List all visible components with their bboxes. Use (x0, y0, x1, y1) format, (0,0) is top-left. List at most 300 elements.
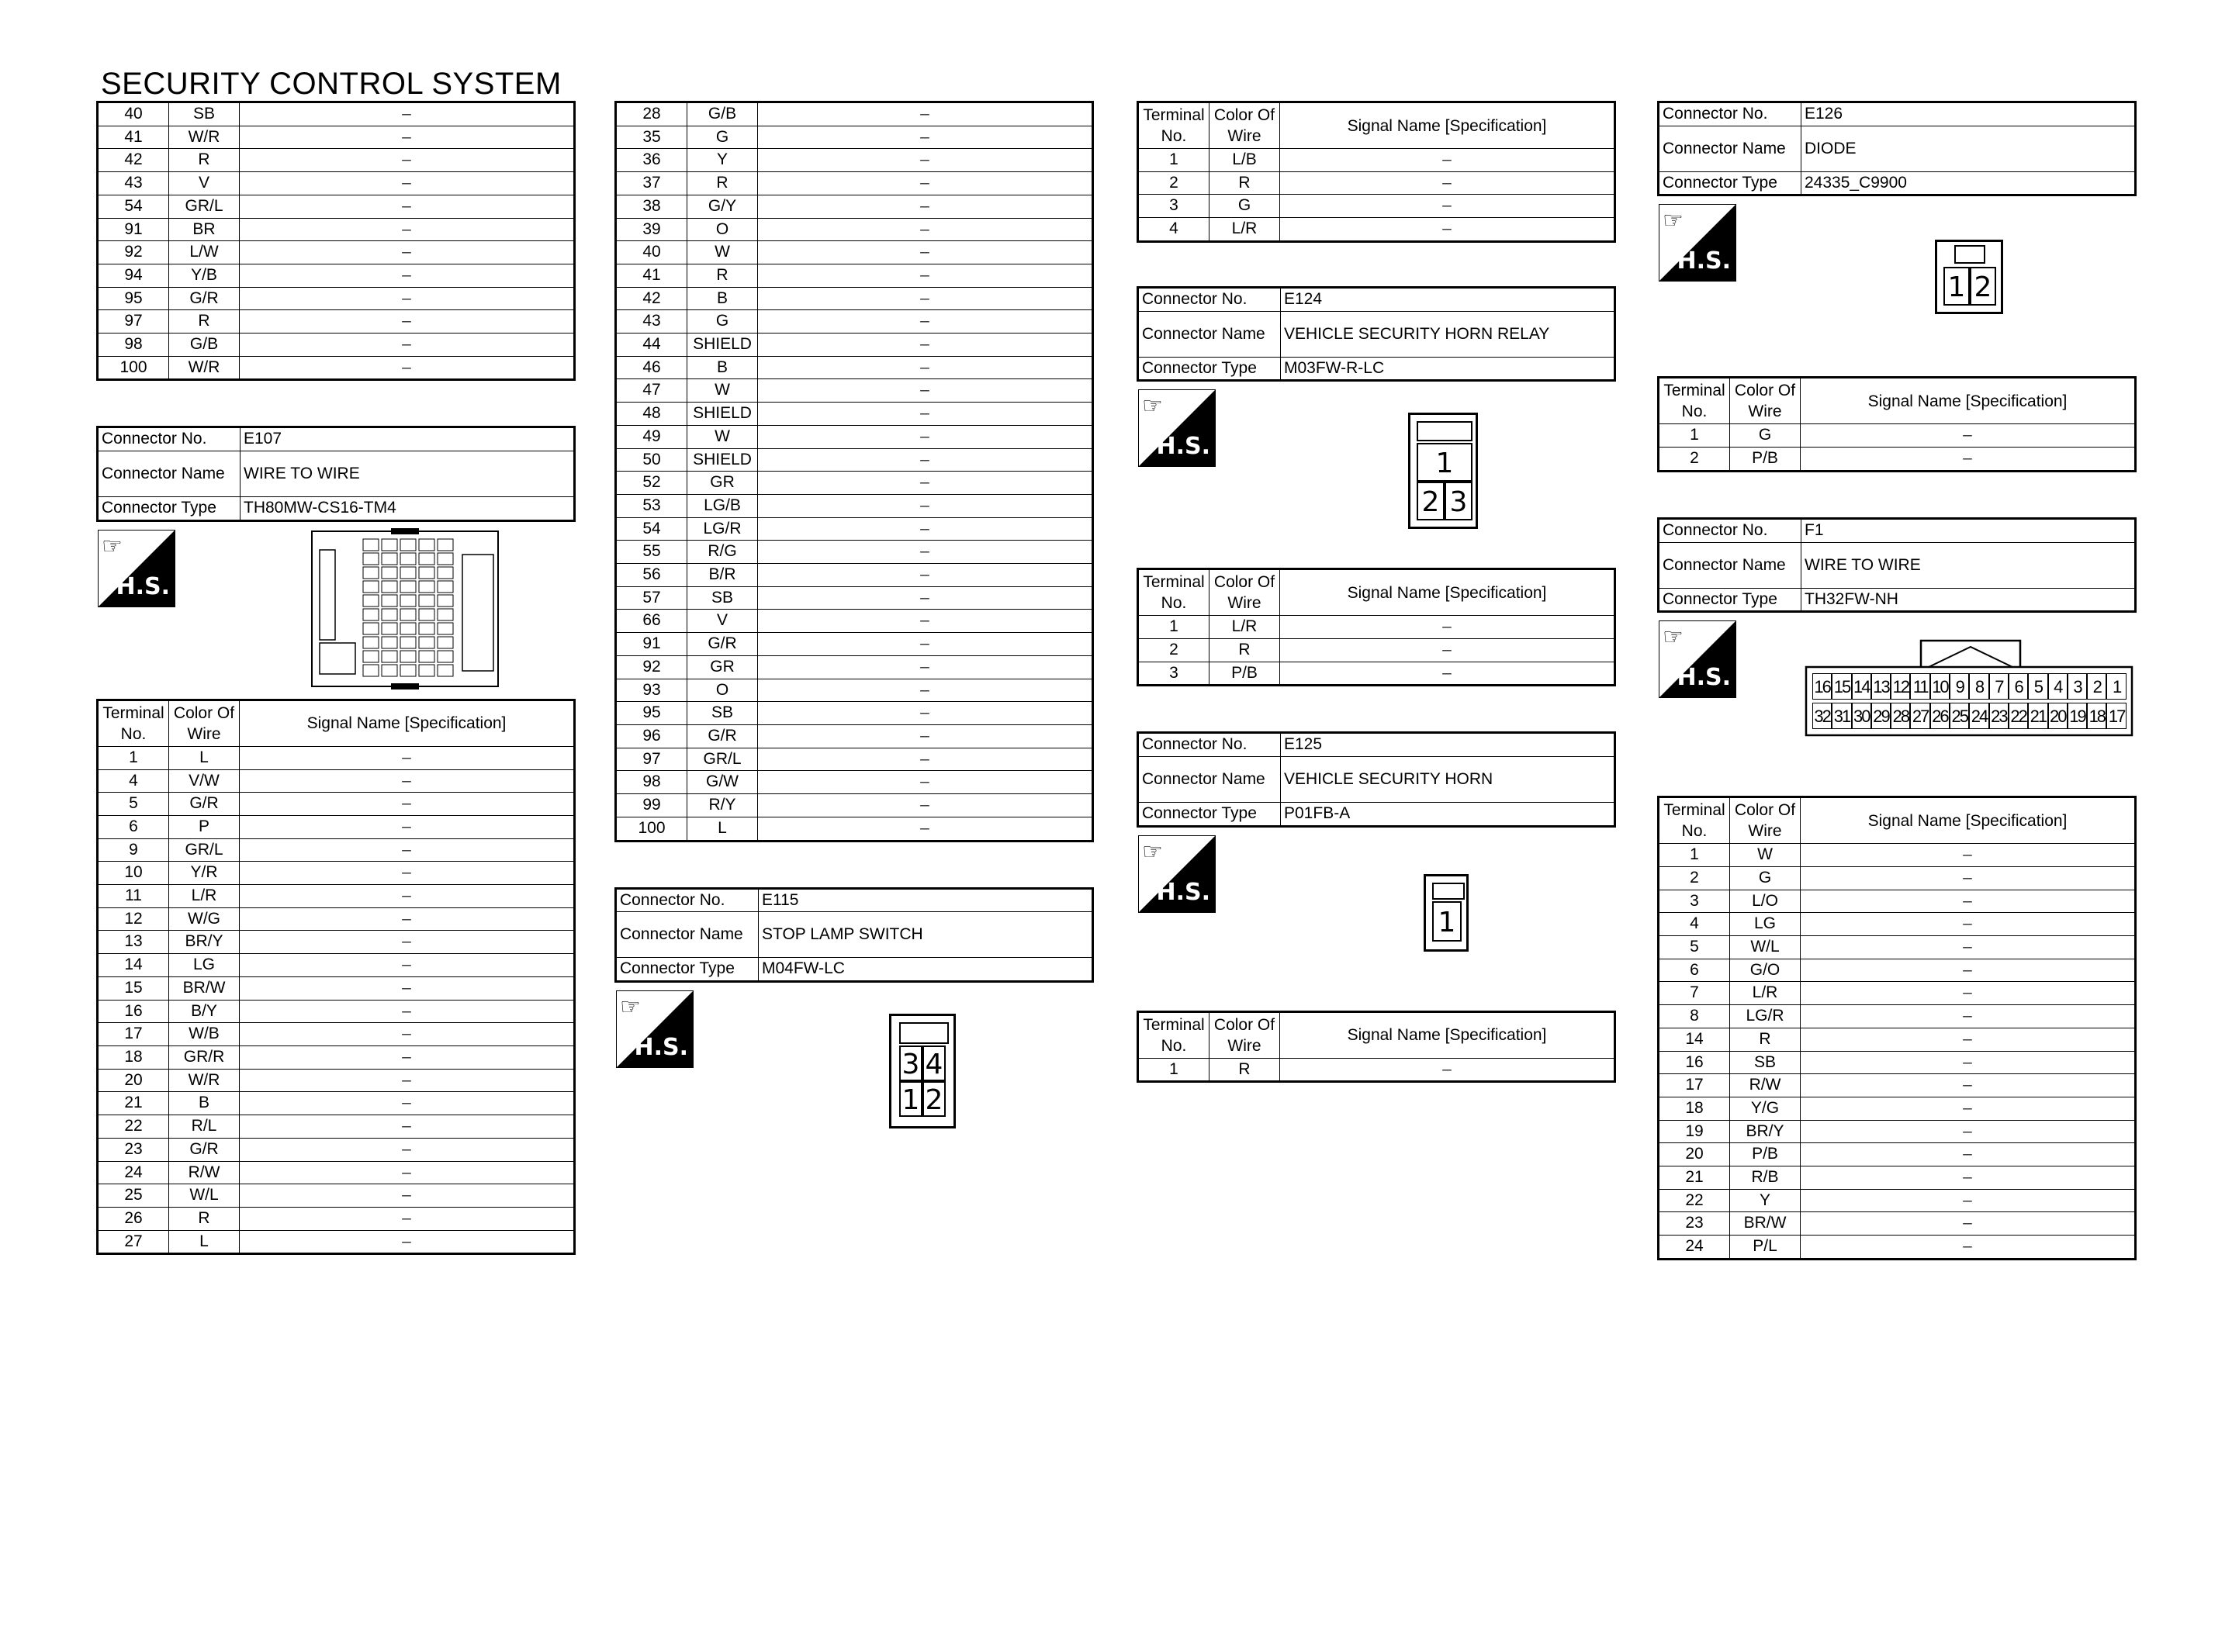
terminal-no-cell: 54 (616, 517, 687, 541)
table-row (616, 425, 1093, 448)
table-row (1138, 616, 1615, 639)
terminal-no-cell: 50 (616, 448, 687, 472)
wire-color-cell: R (169, 310, 240, 334)
table-row (98, 931, 575, 954)
wire-color-cell: LG/R (687, 517, 758, 541)
wire-color-header: Color Of Wire (1730, 378, 1801, 424)
table-row (1659, 1074, 2136, 1097)
signal-name-cell: – (758, 126, 1093, 149)
terminal-no-cell: 25 (98, 1184, 169, 1208)
terminal-no-cell: 16 (98, 1000, 169, 1023)
table-row (1659, 1212, 2136, 1236)
signal-name-cell: – (758, 771, 1093, 794)
signal-name-cell: – (240, 769, 575, 793)
pin-2: 2 (922, 1081, 946, 1117)
pin-cell: 24 (1969, 703, 1988, 729)
wire-color-cell: B/R (687, 564, 758, 587)
terminal-no-cell: 17 (98, 1023, 169, 1046)
terminal-no-cell: 18 (1659, 1097, 1730, 1120)
wire-color-cell: R (1209, 638, 1280, 662)
table-row (616, 149, 1093, 172)
table-row (616, 241, 1093, 264)
terminal-table-f1 (1657, 796, 2137, 1260)
terminal-no-cell: 27 (98, 1230, 169, 1254)
signal-name-cell: – (758, 633, 1093, 656)
wire-color-cell: L/W (169, 241, 240, 264)
terminal-no-cell: 3 (1659, 890, 1730, 913)
terminal-no-cell: 46 (616, 356, 687, 379)
table-row (616, 517, 1093, 541)
table-row (616, 771, 1093, 794)
signal-name-cell: – (1801, 936, 2136, 959)
table-row (1659, 959, 2136, 982)
terminal-no-cell: 48 (616, 403, 687, 426)
terminal-no-cell: 55 (616, 541, 687, 564)
signal-name-header: Signal Name [Specification] (1801, 797, 2136, 844)
page-title: SECURITY CONTROL SYSTEM (101, 67, 562, 101)
pin-cell: 7 (1989, 673, 2009, 700)
signal-name-header: Signal Name [Specification] (1280, 569, 1615, 616)
column-4 (1657, 101, 2137, 1260)
terminal-no-cell: 4 (1138, 218, 1209, 242)
table-row (616, 655, 1093, 679)
signal-name-cell: – (240, 126, 575, 149)
terminal-table-e125 (1137, 1011, 1616, 1083)
terminal-no-cell: 15 (98, 976, 169, 1000)
signal-name-cell: – (1801, 1166, 2136, 1190)
pin-1: 1 (1432, 901, 1462, 942)
wire-color-cell: V (687, 610, 758, 633)
signal-name-cell: – (240, 746, 575, 769)
wire-color-cell: R (169, 149, 240, 172)
table-row (1659, 982, 2136, 1005)
terminal-no-cell: 47 (616, 379, 687, 403)
terminal-no-header: Terminal No. (1138, 102, 1209, 149)
terminal-no-cell: 52 (616, 472, 687, 495)
column-2 (614, 101, 1094, 1138)
wire-color-cell: G (687, 126, 758, 149)
terminal-no-cell: 37 (616, 172, 687, 195)
table-row (98, 1161, 575, 1184)
wire-color-cell: SB (687, 702, 758, 725)
connector-name-value: VEHICLE SECURITY HORN RELAY (1281, 311, 1615, 357)
terminal-no-cell: 1 (98, 746, 169, 769)
terminal-no-cell: 2 (1138, 638, 1209, 662)
terminal-no-cell: 2 (1659, 448, 1730, 472)
wire-color-cell: BR/W (1730, 1212, 1801, 1236)
pin-cell: 13 (1871, 673, 1891, 700)
connector-name-label: Connector Name (1659, 542, 1801, 588)
wire-color-cell: L/R (1209, 616, 1280, 639)
signal-name-cell: – (240, 1023, 575, 1046)
connector-no-label: Connector No. (1659, 102, 1801, 126)
table-row (1659, 1051, 2136, 1074)
table-row (98, 126, 575, 149)
terminal-no-cell: 41 (98, 126, 169, 149)
wire-color-cell: LG/R (1730, 1005, 1801, 1028)
signal-name-cell: – (1801, 424, 2136, 448)
table-row (616, 218, 1093, 241)
signal-name-cell: – (1801, 1074, 2136, 1097)
signal-name-cell: – (758, 425, 1093, 448)
wire-color-header: Color Of Wire (1730, 797, 1801, 844)
signal-name-cell: – (240, 310, 575, 334)
pin-cell: 18 (2087, 703, 2106, 729)
wire-color-cell: SB (169, 102, 240, 126)
table-row (98, 356, 575, 380)
terminal-no-header: Terminal No. (1659, 797, 1730, 844)
table-row (616, 287, 1093, 310)
wire-color-cell: GR/L (169, 195, 240, 218)
wire-color-cell: G/R (687, 633, 758, 656)
terminal-no-header: Terminal No. (1659, 378, 1730, 424)
connector-name-label: Connector Name (616, 912, 759, 958)
signal-name-cell: – (758, 748, 1093, 771)
wire-color-cell: W/G (169, 907, 240, 931)
table-row (98, 1092, 575, 1115)
signal-name-cell: – (240, 1045, 575, 1069)
table-row (1659, 890, 2136, 913)
terminal-no-cell: 6 (98, 815, 169, 838)
connector-type-label: Connector Type (1659, 588, 1801, 612)
table-row (616, 102, 1093, 126)
wire-color-cell: BR/Y (1730, 1120, 1801, 1143)
terminal-no-cell: 95 (98, 287, 169, 310)
signal-name-cell: – (758, 149, 1093, 172)
terminal-no-cell: 23 (98, 1138, 169, 1161)
wire-color-cell: L/R (169, 885, 240, 908)
signal-name-cell: – (758, 241, 1093, 264)
signal-name-cell: – (240, 1161, 575, 1184)
pin-cell: 30 (1852, 703, 1871, 729)
table-row (616, 172, 1093, 195)
wire-color-cell: G/R (169, 793, 240, 816)
wire-color-cell: Y/R (169, 862, 240, 885)
signal-name-cell: – (758, 817, 1093, 841)
hs-icon: ☞ H.S. (1138, 835, 1216, 913)
wire-color-cell: B (687, 356, 758, 379)
table-row (1659, 448, 2136, 472)
table-row (616, 817, 1093, 841)
table-row (98, 1207, 575, 1230)
terminal-no-cell: 10 (98, 862, 169, 885)
signal-name-cell: – (758, 517, 1093, 541)
terminal-no-cell: 100 (98, 356, 169, 380)
pin-cell: 29 (1871, 703, 1891, 729)
wire-color-cell: R/W (169, 1161, 240, 1184)
table-row (98, 149, 575, 172)
signal-name-cell: – (758, 724, 1093, 748)
signal-name-cell: – (1280, 638, 1615, 662)
hs-icon: ☞ H.S. (616, 990, 694, 1068)
table-row (98, 769, 575, 793)
table-row (98, 102, 575, 126)
wire-color-cell: LG/B (687, 494, 758, 517)
wire-color-cell: SB (687, 586, 758, 610)
table-row (616, 724, 1093, 748)
terminal-no-cell: 1 (1138, 149, 1209, 172)
wire-color-cell: L/R (1209, 218, 1280, 242)
pin-cell: 21 (2028, 703, 2047, 729)
signal-name-cell: – (758, 403, 1093, 426)
terminal-no-cell: 16 (1659, 1051, 1730, 1074)
terminal-no-cell: 98 (98, 334, 169, 357)
wire-color-header: Color Of Wire (169, 700, 240, 746)
wire-color-cell: W/R (169, 356, 240, 380)
connector-pin-grid-icon (310, 528, 500, 691)
terminal-no-cell: 49 (616, 425, 687, 448)
wire-color-cell: P/B (1730, 1143, 1801, 1166)
wire-color-cell: G/B (169, 334, 240, 357)
table-row (1138, 149, 1615, 172)
signal-name-cell: – (1280, 195, 1615, 218)
table-row (98, 1138, 575, 1161)
pin-cell: 8 (1969, 673, 1988, 700)
table-row (616, 334, 1093, 357)
table-row (1659, 1166, 2136, 1190)
connector-figure-e107 (96, 522, 576, 699)
pin-cell: 25 (1950, 703, 1969, 729)
signal-name-cell: – (240, 287, 575, 310)
terminal-no-cell: 20 (98, 1069, 169, 1092)
table-row (98, 862, 575, 885)
table-row (98, 334, 575, 357)
connector-type-value: TH80MW-CS16-TM4 (241, 497, 575, 521)
table-row (98, 218, 575, 241)
signal-name-cell: – (758, 264, 1093, 287)
terminal-no-header: Terminal No. (1138, 569, 1209, 616)
pin-cell: 2 (2087, 673, 2106, 700)
signal-name-cell: – (240, 907, 575, 931)
signal-name-cell: – (1280, 616, 1615, 639)
signal-name-cell: – (240, 356, 575, 380)
terminal-no-cell: 12 (98, 907, 169, 931)
connector-name-label: Connector Name (1138, 311, 1281, 357)
signal-name-cell: – (1801, 1120, 2136, 1143)
signal-name-cell: – (240, 954, 575, 977)
pin-4: 4 (922, 1045, 946, 1081)
table-row (98, 815, 575, 838)
terminal-no-cell: 1 (1138, 616, 1209, 639)
terminal-no-cell: 24 (1659, 1236, 1730, 1260)
terminal-no-cell: 97 (98, 310, 169, 334)
signal-name-cell: – (240, 862, 575, 885)
pin-cell: 4 (2048, 673, 2068, 700)
wire-color-cell: W/L (1730, 936, 1801, 959)
terminal-no-cell: 42 (616, 287, 687, 310)
wire-color-cell: GR (687, 655, 758, 679)
wire-color-cell: W (687, 425, 758, 448)
pin-2: 2 (1417, 482, 1445, 520)
connector-type-label: Connector Type (98, 497, 241, 521)
terminal-table-e107 (96, 699, 576, 1255)
connector-no-label: Connector No. (1659, 518, 1801, 542)
wire-color-cell: P/B (1730, 448, 1801, 472)
pin-cell: 22 (2009, 703, 2028, 729)
connector-name-label: Connector Name (1138, 757, 1281, 803)
wire-color-cell: G (687, 310, 758, 334)
terminal-no-cell: 35 (616, 126, 687, 149)
signal-name-cell: – (1801, 866, 2136, 890)
table-row (1138, 638, 1615, 662)
wire-color-cell: G (1730, 424, 1801, 448)
terminal-no-cell: 22 (1659, 1189, 1730, 1212)
table-row (1659, 424, 2136, 448)
table-row (98, 310, 575, 334)
column-1 (96, 101, 576, 1255)
terminal-no-cell: 19 (1659, 1120, 1730, 1143)
signal-name-cell: – (240, 334, 575, 357)
table-row (616, 494, 1093, 517)
table-row (98, 1230, 575, 1254)
table-row (98, 264, 575, 287)
table-row (98, 793, 575, 816)
terminal-no-cell: 44 (616, 334, 687, 357)
signal-name-cell: – (1801, 1236, 2136, 1260)
table-row (1138, 195, 1615, 218)
connector-type-value: M03FW-R-LC (1281, 357, 1615, 381)
hs-icon: ☞ H.S. (1659, 204, 1736, 282)
wire-color-cell: G/W (687, 771, 758, 794)
signal-name-cell: – (240, 793, 575, 816)
wire-color-cell: Y (1730, 1189, 1801, 1212)
terminal-no-cell: 22 (98, 1115, 169, 1139)
connector-figure-e115 (614, 983, 1094, 1138)
connector-info-e126 (1657, 101, 2137, 196)
table-row (1659, 1097, 2136, 1120)
wire-color-cell: G/R (687, 724, 758, 748)
terminal-no-cell: 66 (616, 610, 687, 633)
table-row (1138, 662, 1615, 686)
wire-color-cell: R (687, 264, 758, 287)
signal-name-cell: – (240, 172, 575, 195)
table-row (616, 610, 1093, 633)
hs-icon: ☞ H.S. (1659, 620, 1736, 698)
table-row (98, 1115, 575, 1139)
table-row (98, 1000, 575, 1023)
terminal-no-cell: 91 (98, 218, 169, 241)
signal-name-cell: – (1801, 1212, 2136, 1236)
terminal-no-cell: 11 (98, 885, 169, 908)
connector-name-value: WIRE TO WIRE (241, 451, 575, 497)
connector-no-label: Connector No. (1138, 733, 1281, 757)
table-row (616, 126, 1093, 149)
terminal-table-e124 (1137, 568, 1616, 686)
signal-name-cell: – (1801, 982, 2136, 1005)
table-row (616, 541, 1093, 564)
wire-color-cell: P (169, 815, 240, 838)
wire-color-cell: B (687, 287, 758, 310)
wire-color-cell: L (169, 1230, 240, 1254)
table-row (1659, 1236, 2136, 1260)
connector-info-e125 (1137, 731, 1616, 827)
wire-color-cell: W/B (169, 1023, 240, 1046)
signal-name-cell: – (240, 1207, 575, 1230)
wire-color-cell: Y/B (169, 264, 240, 287)
connector-name-value: WIRE TO WIRE (1801, 542, 2136, 588)
wire-color-header: Color Of Wire (1209, 569, 1280, 616)
signal-name-cell: – (240, 241, 575, 264)
signal-name-cell: – (758, 172, 1093, 195)
connector-name-label: Connector Name (1659, 126, 1801, 171)
wire-color-cell: R (1209, 171, 1280, 195)
signal-name-cell: – (1801, 1028, 2136, 1051)
connector-type-value: 24335_C9900 (1801, 171, 2136, 195)
terminal-no-cell: 100 (616, 817, 687, 841)
terminal-no-header: Terminal No. (98, 700, 169, 746)
terminal-no-cell: 38 (616, 195, 687, 218)
table-row (1138, 218, 1615, 242)
table-row (1659, 844, 2136, 867)
terminal-no-cell: 56 (616, 564, 687, 587)
wire-color-cell: W (687, 379, 758, 403)
wire-color-cell: W/R (169, 1069, 240, 1092)
table-row (1659, 1143, 2136, 1166)
connector-type-label: Connector Type (616, 958, 759, 982)
wire-color-cell: R (687, 172, 758, 195)
wire-color-cell: L (169, 746, 240, 769)
signal-name-cell: – (240, 218, 575, 241)
connector-no-value: F1 (1801, 518, 2136, 542)
signal-name-cell: – (240, 1069, 575, 1092)
pin-cell: 3 (2068, 673, 2087, 700)
wire-color-cell: W/L (169, 1184, 240, 1208)
connector-no-value: E126 (1801, 102, 2136, 126)
terminal-no-cell: 26 (98, 1207, 169, 1230)
terminal-no-cell: 21 (1659, 1166, 1730, 1190)
terminal-no-cell: 95 (616, 702, 687, 725)
connector-no-label: Connector No. (98, 427, 241, 451)
terminal-no-cell: 57 (616, 586, 687, 610)
terminal-no-cell: 42 (98, 149, 169, 172)
table-row (98, 1069, 575, 1092)
terminal-no-cell: 21 (98, 1092, 169, 1115)
table-row (98, 885, 575, 908)
signal-name-cell: – (1280, 1058, 1615, 1082)
signal-name-cell: – (758, 334, 1093, 357)
wire-color-cell: BR/Y (169, 931, 240, 954)
signal-name-cell: – (758, 494, 1093, 517)
connector-type-value: P01FB-A (1281, 803, 1615, 827)
pin-cell: 9 (1950, 673, 1969, 700)
pin-cell: 10 (1930, 673, 1950, 700)
terminal-no-cell: 13 (98, 931, 169, 954)
wire-color-cell: G (1209, 195, 1280, 218)
terminal-no-cell: 99 (616, 794, 687, 817)
signal-name-cell: – (758, 564, 1093, 587)
pin-2: 2 (1970, 267, 1996, 306)
pin-cell: 1 (2106, 673, 2126, 700)
signal-name-cell: – (240, 1230, 575, 1254)
terminal-no-cell: 17 (1659, 1074, 1730, 1097)
connector-face-e125 (1424, 874, 1469, 952)
pin-cell: 19 (2068, 703, 2087, 729)
wire-color-cell: G/Y (687, 195, 758, 218)
connector-no-label: Connector No. (1138, 287, 1281, 311)
signal-name-header: Signal Name [Specification] (240, 700, 575, 746)
table-row (1659, 1189, 2136, 1212)
signal-name-cell: – (1280, 662, 1615, 686)
table-row (616, 679, 1093, 702)
terminal-no-cell: 96 (616, 724, 687, 748)
wire-color-cell: V (169, 172, 240, 195)
wire-color-cell: W/R (169, 126, 240, 149)
table-row (616, 356, 1093, 379)
table-row (98, 287, 575, 310)
terminal-no-cell: 94 (98, 264, 169, 287)
connector-type-value: TH32FW-NH (1801, 588, 2136, 612)
table-row (98, 241, 575, 264)
